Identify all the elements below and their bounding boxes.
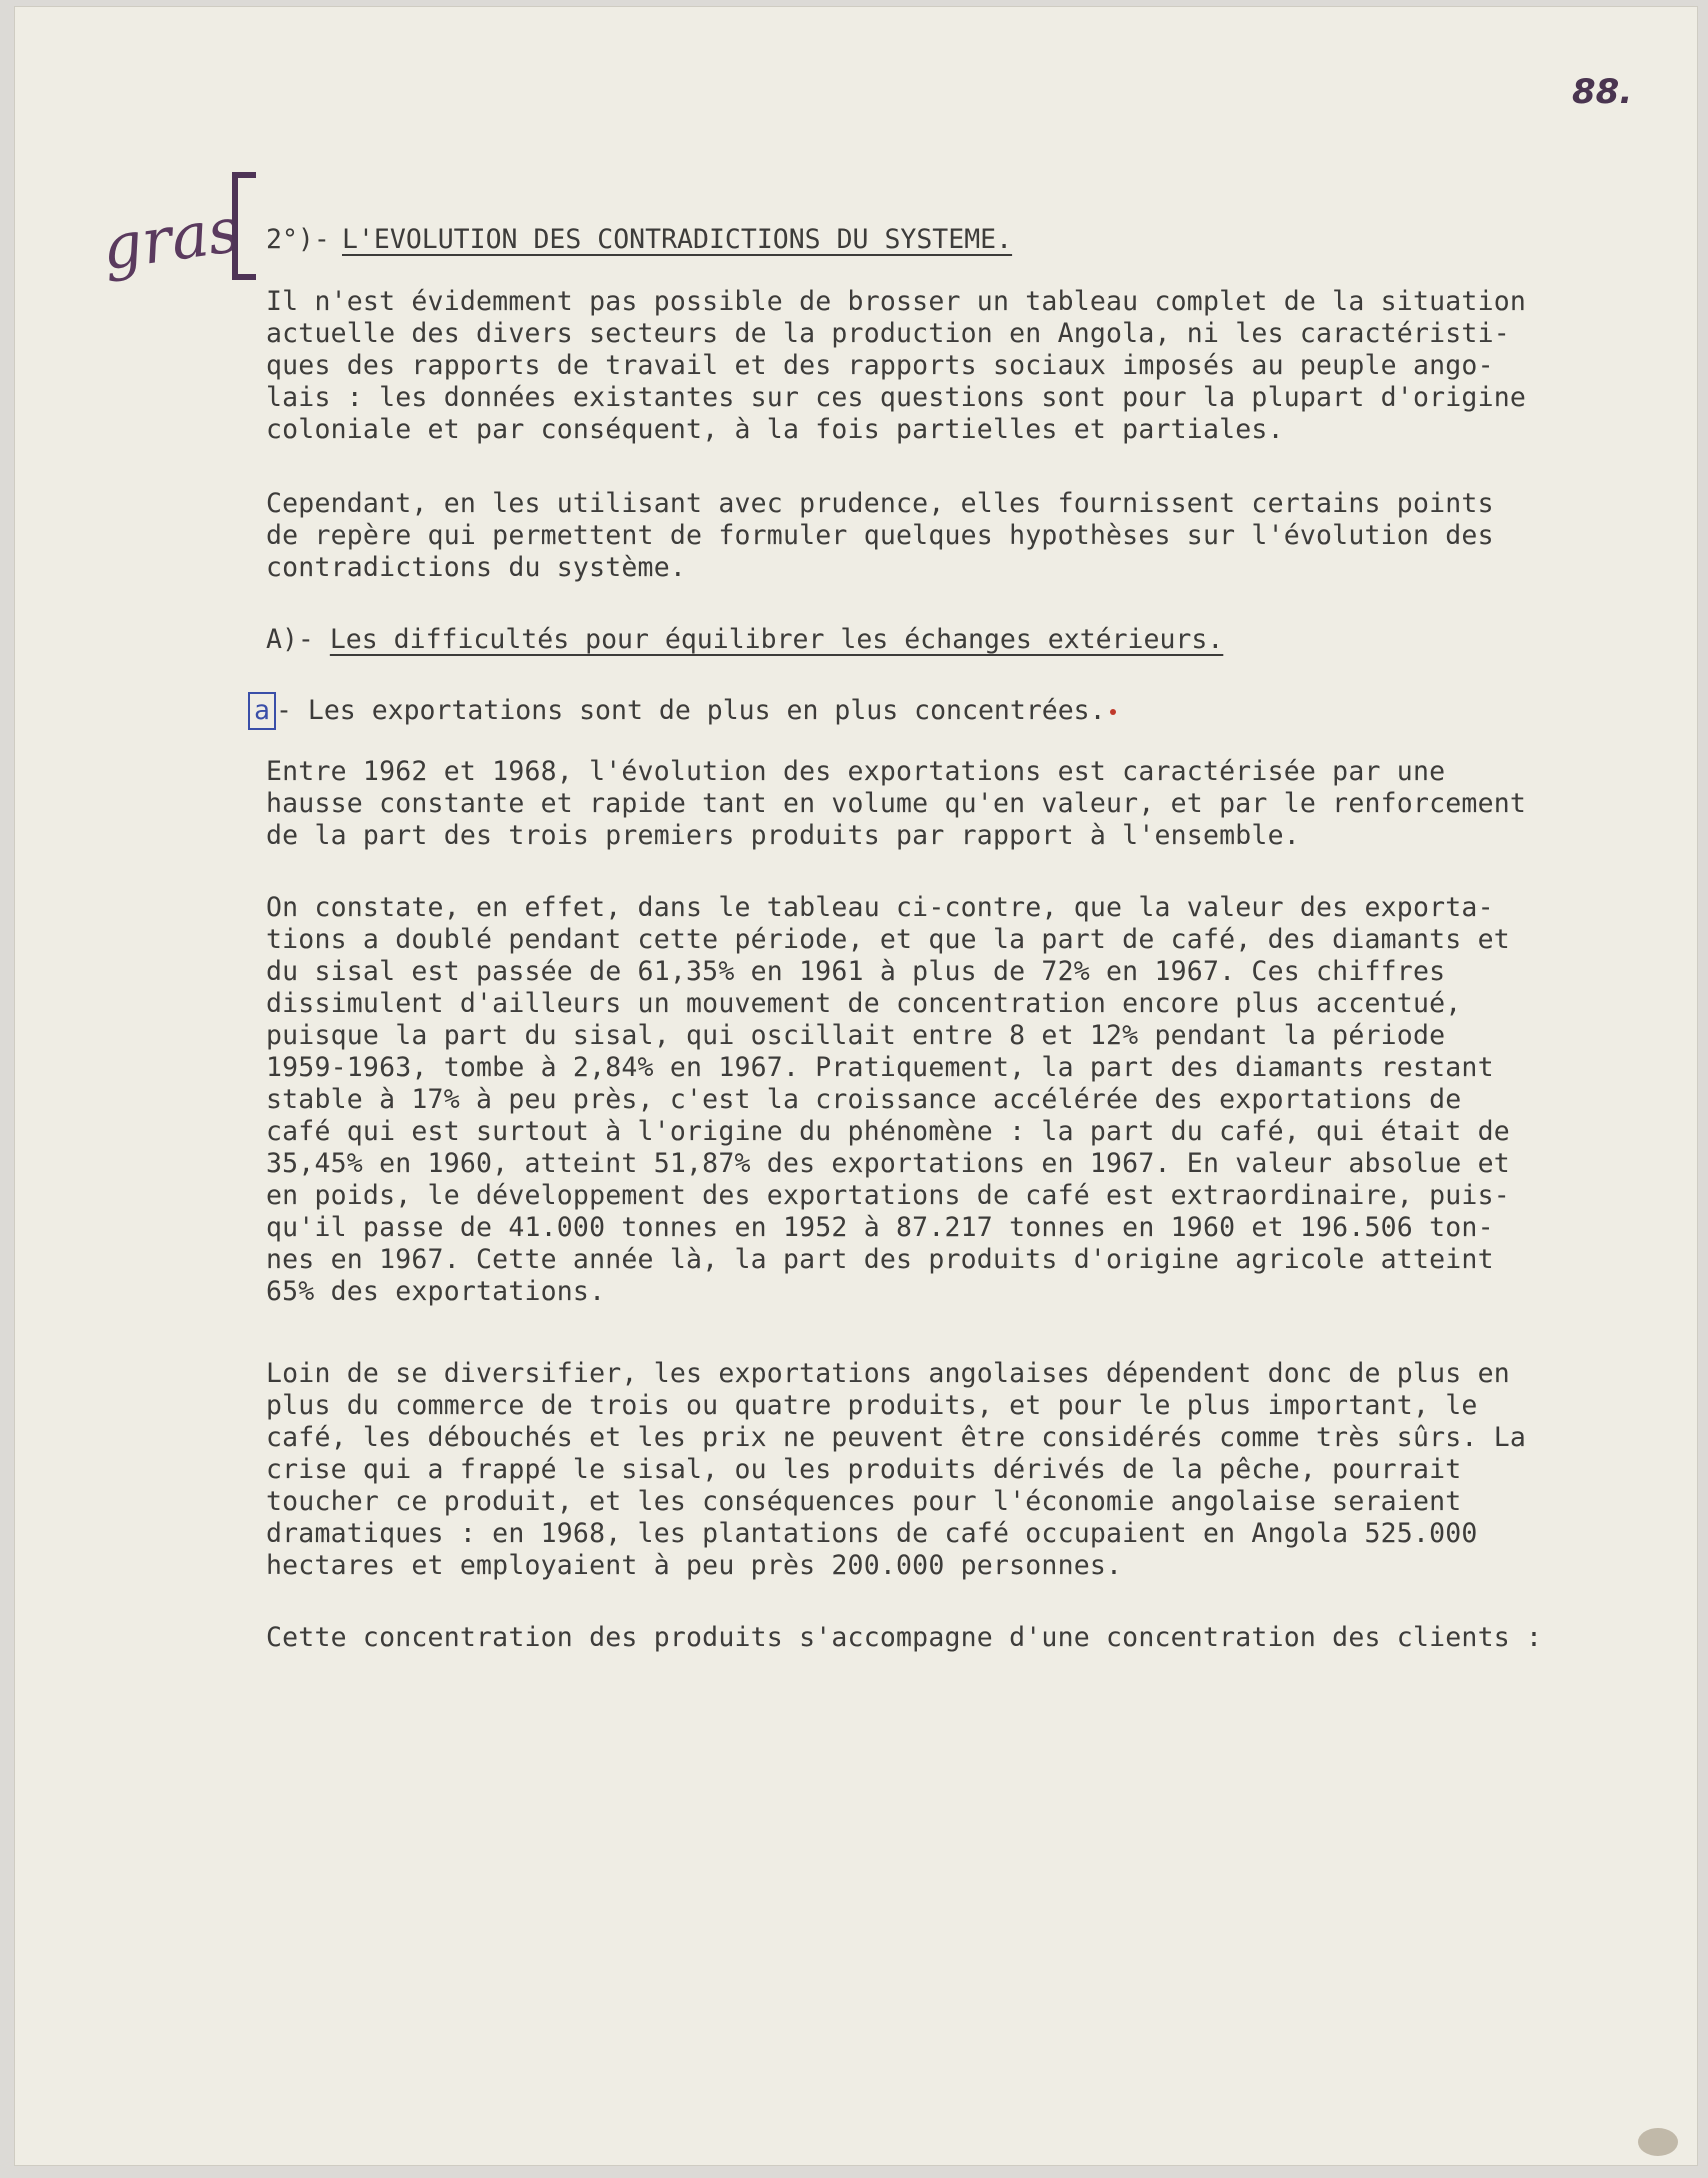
red-mark-dot [1110, 709, 1116, 715]
body-paragraph-4-text: Cette concentration des produits s'accompagne d'une concentration des clients : [266, 1622, 1543, 1653]
body-paragraph-1 [266, 756, 1686, 852]
body-paragraph-4 [266, 1622, 1686, 1654]
section-a-title: Les difficultés pour équilibrer les échanges extérieurs. [329, 624, 1224, 655]
body-paragraph-3 [266, 1358, 1686, 1582]
intro-paragraph-2-text: Cependant, en les utilisant avec prudence, elles fournissent certains points de repère qui permettent de formuler quelques hypothèses sur l'évolution des contradictions du système. [266, 488, 1494, 583]
intro-paragraph-1 [266, 286, 1686, 446]
handwritten-bracket [232, 172, 256, 280]
body-paragraph-2-text: On constate, en effet, dans le tableau ci-contre, que la valeur des exporta- tions a doublé pendant cette période, et que la part de café, des diamants et du sisal est passée de 61,35% en 1961 à plus de 72% en 1967. Ces chiffres dissimulent d'ailleurs un mouvement de concentration encore plus accentué, puisque la part du sisal, qui oscillait entre 8 et 12% pendant la période 1959-1963, tombe à 2,84% en 1967. Pratiquement, la part des diamants restant stable à 17% à peu près, c'est la croissance accélérée des exportations de café qui est surtout à l'origine du phénomène : la part du café, qui était de 35,45% en 1960, atteint 51,87% des exportations en 1967. En valeur absolue et en poids, le développement des exportations de café est extraordinaire, puis- qu'il passe de 41.000 tonnes en 1952 à 87.217 tonnes en 1960 et 196.506 ton- nes en 1967. Cette année là, la part des produits d'origine agricole atteint 65% des exportations. [266, 892, 1510, 1307]
paper-stain [1638, 2128, 1678, 2156]
body-paragraph-2 [266, 892, 1686, 1308]
intro-paragraph-1-text: Il n'est évidemment pas possible de brosser un tableau complet de la situation actuelle des divers secteurs de la production en Angola, ni les caractéristi- ques des rapports de travail et des rapports sociaux imposés au peuple ango- lais : les données existantes sur ces questions sont pour la plupart d'origine coloniale et par conséquent, à la fois partielles et partiales. [266, 286, 1527, 445]
heading-title: L'EVOLUTION DES CONTRADICTIONS DU SYSTEME. [342, 224, 1013, 255]
subsection-a-label: a [248, 692, 276, 730]
handwritten-margin-note: gras [97, 192, 245, 285]
intro-paragraph-2 [266, 488, 1686, 584]
section-a-heading [266, 624, 1223, 655]
page-number: 88. [1572, 72, 1633, 112]
heading-number: 2°)- [266, 224, 330, 255]
document-page [14, 6, 1698, 2166]
subsection-a-title: - Les exportations sont de plus en plus concentrées. [275, 695, 1106, 726]
section-a-label: A)- [266, 624, 314, 655]
body-paragraph-1-text: Entre 1962 et 1968, l'évolution des exportations est caractérisée par une hausse constante et rapide tant en volume qu'en valeur, et par le renforcement de la part des trois premiers produits par rapport à l'ensemble. [266, 756, 1527, 851]
body-paragraph-3-text: Loin de se diversifier, les exportations angolaises dépendent donc de plus en plus du commerce de trois ou quatre produits, et pour le plus important, le café, les débouchés et les prix ne peuvent être considérés comme très sûrs. La crise qui a frappé le sisal, ou les produits dérivés de la pêche, pourrait toucher ce produit, et les conséquences pour l'économie angolaise seraient dramatiques : en 1968, les plantations de café occupaient en Angola 525.000 hectares et employaient à peu près 200.000 personnes. [266, 1358, 1527, 1581]
subsection-a-heading [248, 692, 1116, 730]
